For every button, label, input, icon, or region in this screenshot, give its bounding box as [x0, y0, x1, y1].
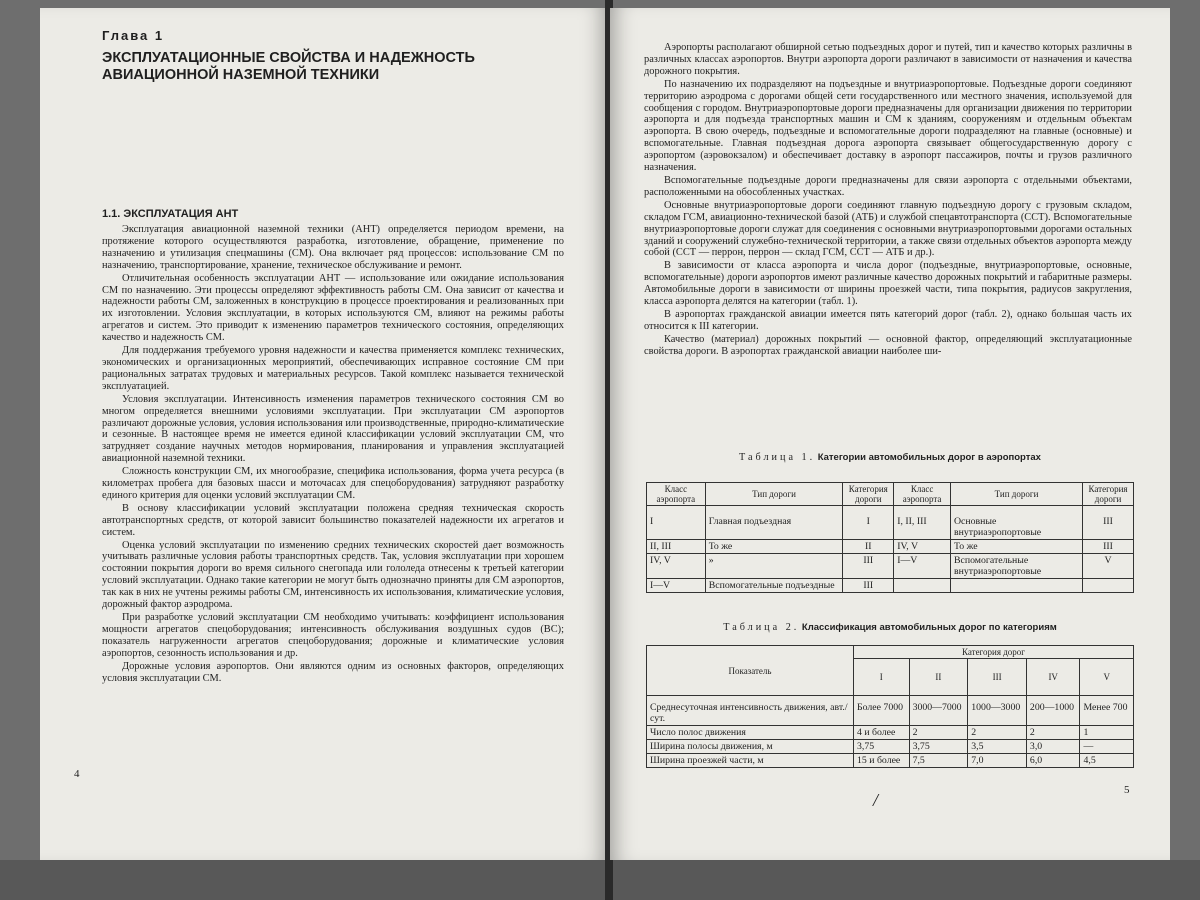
table-cell: III [843, 579, 894, 593]
table-cell: 2 [968, 726, 1027, 740]
chapter-title: ЭКСПЛУАТАЦИОННЫЕ СВОЙСТВА И НАДЕЖНОСТЬ АВИАЦИОННОЙ НАЗЕМНОЙ ТЕХНИКИ [102, 50, 475, 83]
table1 [646, 482, 1134, 593]
table-row [647, 540, 1134, 554]
paragraph: В аэропортах гражданской авиации имеется пять категорий дорог (табл. 2), однако большая часть их относится к III категории. [644, 308, 1132, 332]
table-header-cell: Тип дороги [705, 483, 843, 506]
table-cell: — [1080, 740, 1134, 754]
paragraph: Эксплуатация авиационной наземной техники (АНТ) определяется периодом времени, на протяжение которого осуществляются разработка, изготовление, обращение, применение по назначению и утилизация спецмашины (СМ). Она включает ряд процессов: использование СМ по назначению, транспортирование, хранение, техническое обслуживание и ремонт. [102, 224, 564, 271]
table-cell: II [843, 540, 894, 554]
table-cell: III [843, 554, 894, 579]
right-text-column [644, 42, 1132, 359]
table-header-cell: Класс аэропорта [647, 483, 706, 506]
table-row [647, 696, 1134, 726]
table-cell: 6,0 [1026, 754, 1080, 768]
table-cell: 15 и более [854, 754, 910, 768]
table-cell: То же [705, 540, 843, 554]
table-cell: Вспомогательные внутриаэропортовые [950, 554, 1082, 579]
paragraph: Вспомогательные подъездные дороги предназначены для связи аэропорта с отдельными объектами, расположенными на обособленных участках. [644, 174, 1132, 198]
paragraph: Оценка условий эксплуатации по изменению средних технических скоростей дает возможность учитывать различные условия работы транспортных средств. Так, условия эксплуатации при хорошем состоянии покрытия дороги во время сильного снегопада или гололеда отнесены к третьей категории условий эксплуатации. Однако такие категории не могут быть однозначно приняты для СМ аэропортов, так как в них не учтены режимы работы СМ, интенсивность их использования, климатические условия, дорожный фактор аэродрома. [102, 539, 564, 611]
table-cell: 4 и более [854, 726, 910, 740]
paragraph: Аэропорты располагают обширной сетью подъездных дорог и путей, тип и качество которых различны в различных классах аэропортов. Внутри аэропорта дороги различают в зависимости от назначения и качества дорожного покрытия. [644, 42, 1132, 77]
table-cell: II, III [647, 540, 706, 554]
table-cell: III [1083, 506, 1134, 540]
table-cell: 2 [1026, 726, 1080, 740]
table-cell: Ширина проезжей части, м [647, 754, 854, 768]
table-cell: Более 7000 [854, 696, 910, 726]
table2 [646, 645, 1134, 768]
table-cell: Основные внутриаэропортовые [950, 506, 1082, 540]
paragraph: Качество (материал) дорожных покрытий — основной фактор, определяющий эксплуатационные свойства дороги. В аэропортах гражданской авиации наиболее ши- [644, 333, 1132, 357]
paragraph: Основные внутриаэропортовые дороги соединяют главную подъездную дорогу с грузовым складом, складом ГСМ, авиационно-технической базой (АТБ) и службой спецавтотранспорта (ССТ). Вспомогательные внутриаэропортовые дороги служат для соединения с основными внутриаэропортовыми дорогами остальных зданий и сооружений служебно-технической территории, а также связи отдельных объектов аэропорта между собой (ССТ — перрон, перрон — склад ГСМ, ССТ — АТБ и др.). [644, 199, 1133, 259]
table-cell: IV, V [647, 554, 706, 579]
table-row [647, 579, 1134, 593]
table-cell: I—V [894, 554, 951, 579]
table-cell: 7,0 [968, 754, 1027, 768]
table-cell: 1000—3000 [968, 696, 1027, 726]
table-header-cell: Категория дороги [843, 483, 894, 506]
table-header-cell: Класс аэропорта [894, 483, 951, 506]
table-header-cell: Категория дороги [1083, 483, 1134, 506]
table-cell: I—V [647, 579, 706, 593]
paragraph: В зависимости от класса аэропорта и числа дорог (подъездные, внутриаэропортовые, основные, вспомогательные) дороги аэропортов имеют различные качество дорожных покрытий и габаритные размеры. Автомобильные дороги в зависимости от ширины проезжей части, типа покрытия, радиусов закругления, класса аэропорта делятся на категории (табл. 1). [644, 260, 1132, 308]
table-cell: То же [950, 540, 1082, 554]
table-cell: 200—1000 [1026, 696, 1080, 726]
table2-caption [646, 622, 1134, 633]
table-cell [1083, 579, 1134, 593]
table-header-cell: Показатель [647, 646, 854, 696]
table-cell [950, 579, 1082, 593]
table-row [647, 554, 1134, 579]
table2-label: Таблица 2. [723, 622, 800, 633]
table-cell: » [705, 554, 843, 579]
paragraph: Отличительная особенность эксплуатации АНТ — использование или ожидание использования СМ по назначению. Эти процессы определяют эффективность работы СМ. Она зависит от качества и надежности работы СМ, заложенных в конструкцию в процессе проектирования и реализованных при их изготовлении. Условия эксплуатации, в которых используются СМ, влияют на режимы работы агрегатов и систем. Это приводит к изменению параметров технического состояния, определяющих качество и надежность СМ. [102, 272, 564, 344]
table-header-row [647, 646, 1134, 659]
table-cell: 3,75 [909, 740, 968, 754]
table-cell: I [843, 506, 894, 540]
paragraph: При разработке условий эксплуатации СМ необходимо учитывать: коэффициент использования мощности агрегатов спецоборудования; интенсивность обслуживания воздушных судов (ВС); показатель нагруженности агрегатов спецоборудования; дорожные и климатические условия аэропортов, сезонность использования и др. [102, 612, 564, 659]
table-row [647, 740, 1134, 754]
table-cell: 7,5 [909, 754, 968, 768]
scanner-background [0, 860, 1200, 900]
left-text-column [102, 224, 564, 685]
table-cell: 3,0 [1026, 740, 1080, 754]
paragraph: Сложность конструкции СМ, их многообразие, специфика использования, форма учета ресурса (в километрах пробега для базовых шасси и моточасах для спецоборудования) затрудняют разработку единого критерия для оценки условий эксплуатации СМ. [102, 466, 564, 501]
table-header-cell: V [1080, 659, 1134, 696]
table-cell: 4,5 [1080, 754, 1134, 768]
table1-label: Таблица 1. [739, 452, 816, 463]
table-header-row [647, 483, 1134, 506]
pen-mark: / [873, 790, 879, 810]
table-header-cell: I [854, 659, 910, 696]
paragraph: По назначению их подразделяют на подъездные и внутриаэропортовые. Подъездные дороги соединяют территорию аэродрома с дорогами общей сети государственного или местного значения, используемой для сообщения с городом. Внутриаэропортовые дороги предназначены для организации движения по территории аэропорта и для подъезда транспортных машин и СМ к зданиям, сооружениям и отдельным объектам аэропорта. В свою очередь, подъездные и вспомогательные дороги подразделяют на главные (основные) и вспомогательные. Главная подъездная дорога аэропорта связывает общегосударственную дорогу с аэропортом (аэровокзалом) и обеспечивает доставку в аэропорт пассажиров, почты и грузов различного назначения. [644, 78, 1132, 174]
table1-caption [646, 452, 1134, 463]
table-header-cell: Тип дороги [950, 483, 1082, 506]
table-cell: I [647, 506, 706, 540]
table2-title: Классификация автомобильных дорог по категориям [801, 622, 1057, 633]
right-page [610, 8, 1170, 860]
paragraph: Условия эксплуатации. Интенсивность изменения параметров технического состояния СМ во многом определяется внешними условиями эксплуатации. При эксплуатации СМ аэропортов различают дорожные условия, условия использования или производственные, природно-климатические и сезонные. В настоящее время не имеется единой классификации условий эксплуатации СМ, что затрудняет создание научных методов нормирования, планирования и управления эксплуатацией авиационной наземной техники. [102, 393, 564, 465]
table-cell: Главная подъездная [705, 506, 843, 540]
table-cell [894, 579, 951, 593]
table-cell: Среднесуточная интенсивность движения, авт./сут. [647, 696, 854, 726]
paragraph: Для поддержания требуемого уровня надежности и качества применяется комплекс технических, экономических и организационных мероприятий, обеспечивающих исправное состояние СМ при рациональных затратах трудовых и материальных ресурсов. Такой комплекс называется технической эксплуатацией. [102, 345, 564, 392]
table-cell: 3000—7000 [909, 696, 968, 726]
table-header-cell: III [968, 659, 1027, 696]
table1-title: Категории автомобильных дорог в аэропортах [817, 452, 1041, 463]
table-cell: Число полос движения [647, 726, 854, 740]
left-page [40, 8, 607, 860]
table-cell: 2 [909, 726, 968, 740]
table-row [647, 726, 1134, 740]
table-header-cell: Категория дорог [854, 646, 1134, 659]
table-cell: III [1083, 540, 1134, 554]
table-cell: Менее 700 [1080, 696, 1134, 726]
table-header-cell: IV [1026, 659, 1080, 696]
table-cell: IV, V [894, 540, 951, 554]
paragraph: Дорожные условия аэропортов. Они являются одним из основных факторов, определяющих условия эксплуатации СМ. [102, 660, 564, 684]
table-cell: Вспомогательные подъездные [705, 579, 843, 593]
table-row [647, 754, 1134, 768]
table-cell: 1 [1080, 726, 1134, 740]
paragraph: В основу классификации условий эксплуатации положена средняя техническая скорость автотранспортных средств, от которой зависит большинство показателей надежности их агрегатов и систем. [102, 502, 564, 538]
table-cell: I, II, III [894, 506, 951, 540]
chapter-label: Глава 1 [102, 28, 165, 43]
table-cell: V [1083, 554, 1134, 579]
table-header-cell: II [909, 659, 968, 696]
section-title: 1.1. ЭКСПЛУАТАЦИЯ АНТ [102, 208, 239, 220]
table-cell: 3,75 [854, 740, 910, 754]
table-cell: Ширина полосы движения, м [647, 740, 854, 754]
page-number: 4 [74, 768, 80, 780]
table-cell: 3,5 [968, 740, 1027, 754]
table-row [647, 506, 1134, 540]
page-number: 5 [1124, 784, 1130, 796]
